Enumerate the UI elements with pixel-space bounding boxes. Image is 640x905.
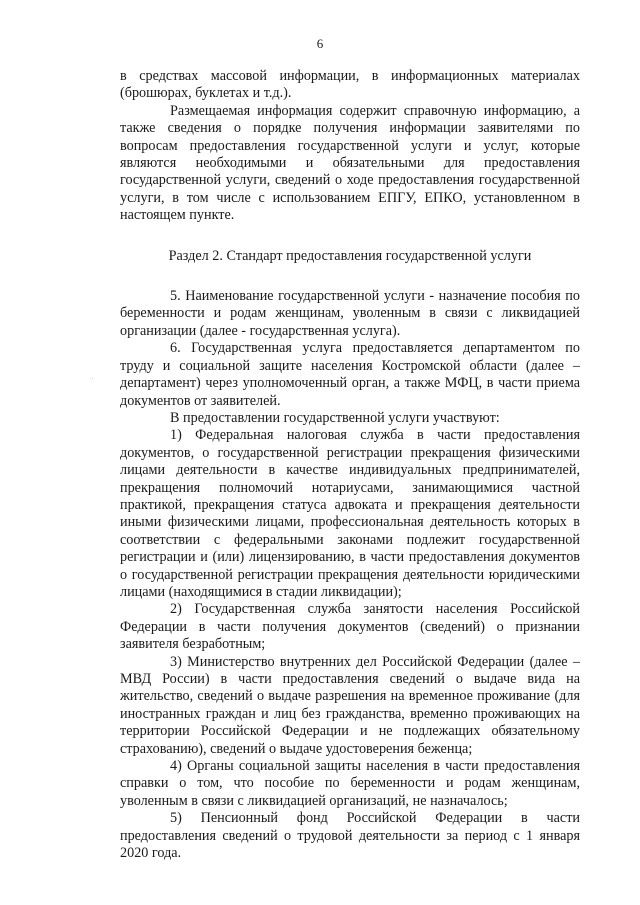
section-title: Раздел 2. Стандарт предоставления государственной услуги	[168, 247, 532, 264]
document-body	[120, 68, 580, 862]
paragraph-info-placement: Размещаемая информация содержит справочную информацию, а также сведения о порядке получения информации заявителями по вопросам предоставления государственной услуги и услуг, которые являются необходимыми и обязательными для предоставления государственной услуги, сведений о ходе предоставления государственной услуги, в том числе с использованием ЕПГУ, ЕПКО, установленном в настоящем пункте.	[120, 102, 580, 224]
list-item-2: 2) Государственная служба занятости населения Российской Федерации в части получения документов (сведений) о признании заявителя безработным;	[120, 601, 580, 653]
paragraph-6: 6. Государственная услуга предоставляется департаментом по труду и социальной защите населения Костромской области (далее – департамент) через уполномоченный орган, а также МФЦ, в части приема документов от заявителей.	[120, 340, 580, 409]
paragraph-continuation: в средствах массовой информации, в информационных материалах (брошюрах, буклетах и т.д.).	[120, 68, 580, 102]
list-item-4: 4) Органы социальной защиты населения в части предоставления справки о том, что пособие по беременности и родам женщинам, уволенным в связи с ликвидацией организаций, не назначалось;	[120, 758, 580, 809]
paragraph-5: 5. Наименование государственной услуги - назначение пособия по беременности и родам женщинам, уволенным в связи с ликвидацией организации (далее - государственная услуга).	[120, 288, 580, 339]
list-item-1: 1) Федеральная налоговая служба в части предоставления документов, о государственной регистрации прекращения физическими лицами деятельности в качестве индивидуальных предпринимателей, прекращения полномочий нотариусами, занимающимися частной практикой, прекращения статуса адвоката и прекращения деятельности иными физическими лицами, профессиональная деятельность которых в соответствии с федеральными законами подлежит государственной регистрации и (или) лицензированию, в части предоставления документов о государственной регистрации прекращения деятельности юридическими лицами (находящимися в стадии ликвидации);	[120, 427, 580, 600]
list-item-3: 3) Министерство внутренних дел Российской Федерации (далее – МВД России) в части предоставления сведений о выдаче вида на жительство, сведений о выдаче разрешения на временное проживание (для иностранных граждан и лиц без гражданства, временно проживающих на территории Российской Федерации и не подлежащих обязательному страхованию), сведений о выдаче удостоверения беженца;	[120, 653, 580, 757]
paragraph-participants-intro: В предоставлении государственной услуги участвуют:	[170, 409, 500, 426]
margin-mark	[92, 378, 93, 379]
page-number: 6	[316, 36, 324, 51]
list-item-5: 5) Пенсионный фонд Российской Федерации в части предоставления сведений о трудовой деятельности за период с 1 января 2020 года.	[120, 810, 580, 862]
